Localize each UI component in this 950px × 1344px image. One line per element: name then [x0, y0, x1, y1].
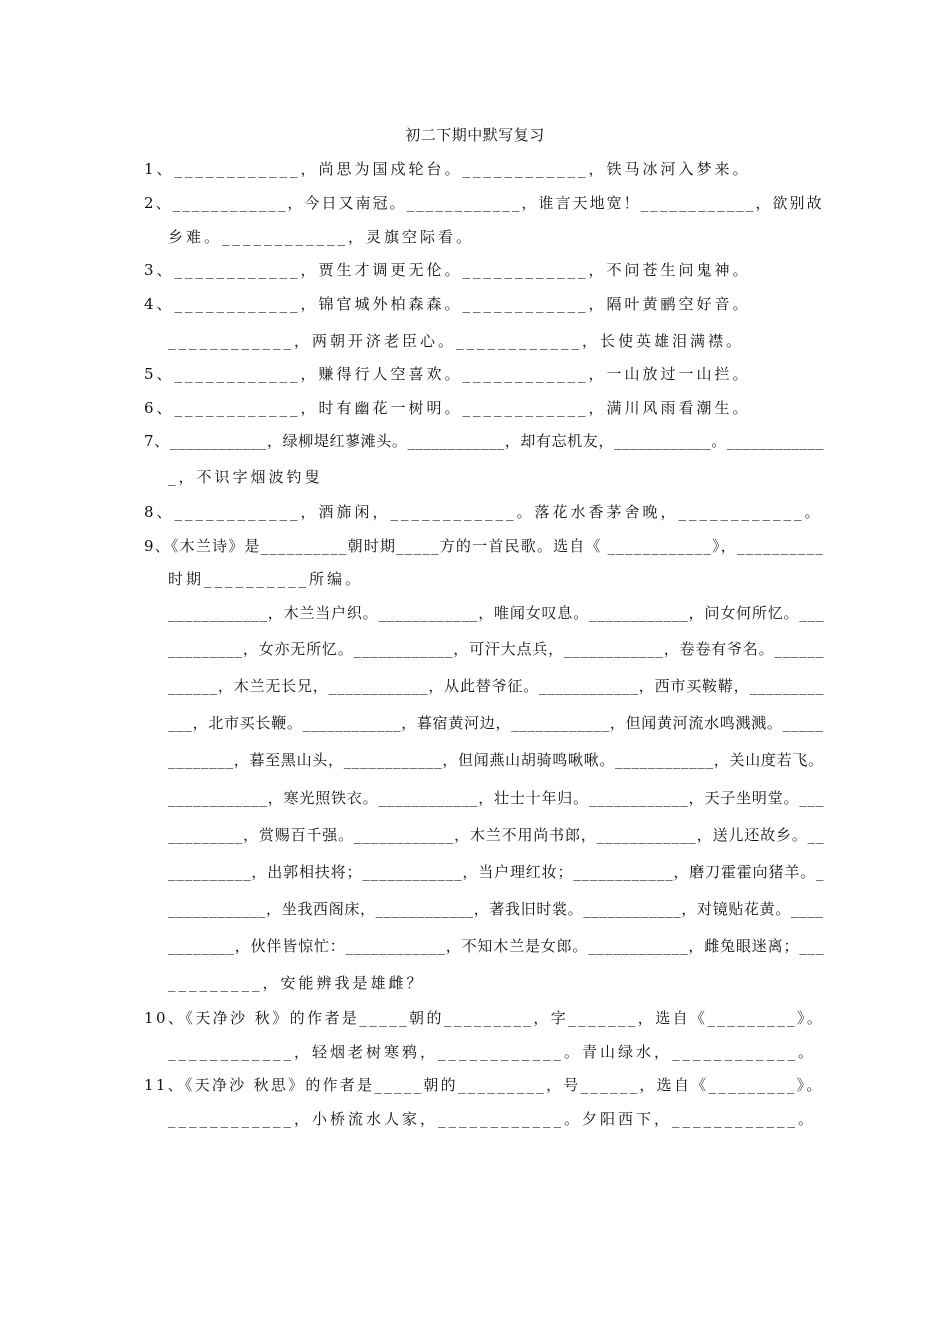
- question-line: 2、____________，今日又南冠。____________，谁言天地宽！____________，欲别故: [144, 194, 824, 212]
- question-line: ____________，轻烟老树寒鸦，____________。青山绿水，____________。: [168, 1043, 817, 1061]
- question-line: 4、____________，锦官城外柏森森。____________，隔叶黄鹂空好音。: [144, 295, 751, 313]
- question-line: ___，北市买长鞭。____________，暮宿黄河边，____________，但闻黄河流水鸣溅溅。_____: [168, 714, 824, 732]
- question-line: ________，伙伴皆惊忙：____________，不知木兰是女郎。____________，雌兔眼迷离；___: [168, 937, 825, 955]
- page-title: 初二下期中默写复习: [405, 126, 545, 144]
- question-line: _________，女亦无所忆。____________，可汗大点兵，____________，卷卷有爷名。______: [168, 640, 825, 658]
- question-line: ____________，坐我西阁床，____________，著我旧时裳。____________，对镜贴花黄。____: [168, 900, 824, 918]
- question-line: ________，暮至黑山头，____________，但闻燕山胡骑鸣啾啾。____________，关山度若飞。: [168, 751, 824, 769]
- question-line: _________，安能辨我是雄雌？: [168, 974, 425, 992]
- question-line: 6、____________，时有幽花一树明。____________，满川风雨看潮生。: [144, 399, 751, 417]
- question-line: 时期__________所编。: [168, 570, 364, 588]
- question-line: 11、《天净沙 秋思》的作者是_____朝的_________，号______，选自《_________》。: [144, 1076, 824, 1094]
- question-line: _________，赏赐百千强。____________，木兰不用尚书郎，____________，送儿还故乡。__: [168, 826, 825, 844]
- question-line: 5、____________，赚得行人空喜欢。____________，一山放过一山拦。: [144, 365, 751, 383]
- question-line: ____________，两朝开济老臣心。____________，长使英雄泪满襟。: [168, 332, 745, 350]
- question-line: ____________，小桥流水人家，____________。夕阳西下，____________。: [168, 1110, 817, 1128]
- question-line: 乡难。____________，灵旗空际看。: [168, 228, 475, 246]
- question-line: 7、____________，绿柳堤红蓼滩头。____________，却有忘机友，____________。____________: [144, 432, 825, 450]
- question-line: ______，木兰无长兄，____________，从此替爷征。____________，西市买鞍鞯，_________: [168, 677, 825, 695]
- question-line: _，不识字烟波钓叟: [168, 468, 323, 486]
- question-line: 8、____________，酒旆闲，____________。落花水香茅舍晚，____________。: [144, 503, 823, 521]
- question-line: __________，出郭相扶将；____________，当户理红妆；____________，磨刀霍霍向猪羊。_: [168, 863, 825, 881]
- question-line: 3、____________，贾生才调更无伦。____________，不问苍生问鬼神。: [144, 261, 751, 279]
- question-line: 9、《木兰诗》是__________朝时期_____方的一首民歌。选自《 ____________》，__________: [144, 537, 825, 555]
- question-line: 10、《天净沙 秋》的作者是_____朝的_________，字_______，选自《_________》。: [144, 1009, 825, 1027]
- question-line: ____________，寒光照铁衣。____________，壮士十年归。____________，天子坐明堂。___: [168, 789, 825, 807]
- question-line: ____________，木兰当户织。____________，唯闻女叹息。____________，问女何所忆。___: [168, 604, 825, 622]
- question-line: 1、____________，尚思为国戍轮台。____________，铁马冰河入梦来。: [144, 160, 751, 178]
